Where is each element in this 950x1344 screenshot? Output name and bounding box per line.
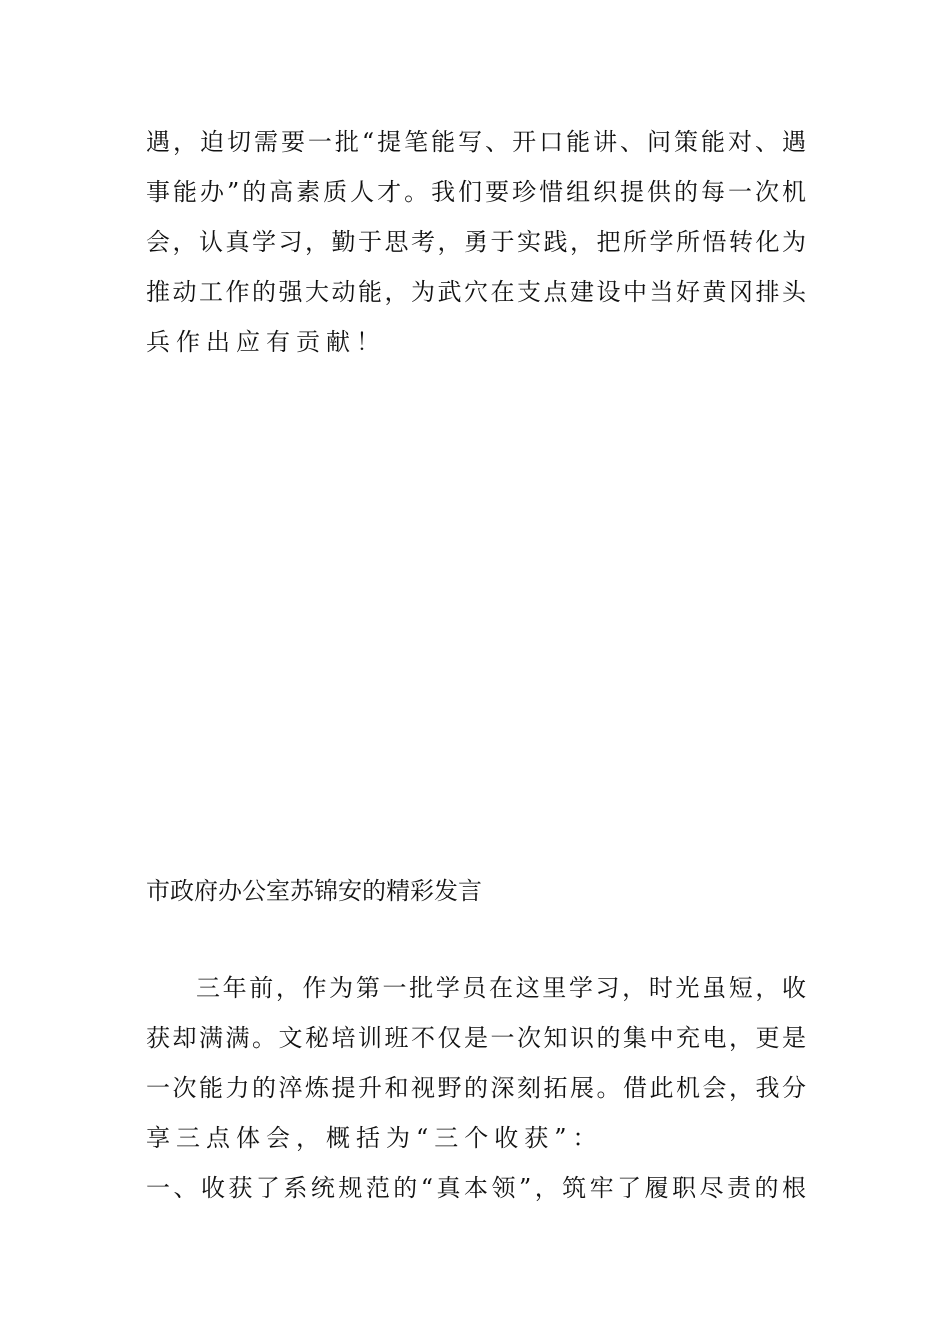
paragraph-line: 获却满满。文秘培训班不仅是一次知识的集中充电，更是 [146,1024,806,1052]
paragraph-line: 事能办”的高素质人才。我们要珍惜组织提供的每一次机 [146,178,806,206]
paragraph-line: 会，认真学习，勤于思考，勇于实践，把所学所悟转化为 [146,228,806,256]
paragraph-line: 遇，迫切需要一批“提笔能写、开口能讲、问策能对、遇 [146,128,806,156]
paragraph-line: 一次能力的淬炼提升和视野的深刻拓展。借此机会，我分 [146,1074,806,1102]
section-heading: 市政府办公室苏锦安的精彩发言 [146,877,482,905]
paragraph-line: 三年前，作为第一批学员在这里学习，时光虽短，收 [196,974,806,1002]
paragraph-line: 兵作出应有贡献！ [146,328,386,356]
paragraph-line: 享三点体会，概括为“三个收获”： [146,1124,603,1152]
paragraph-line: 一、收获了系统规范的“真本领”，筑牢了履职尽责的根 [146,1174,806,1202]
paragraph-line: 推动工作的强大动能，为武穴在支点建设中当好黄冈排头 [146,278,806,306]
